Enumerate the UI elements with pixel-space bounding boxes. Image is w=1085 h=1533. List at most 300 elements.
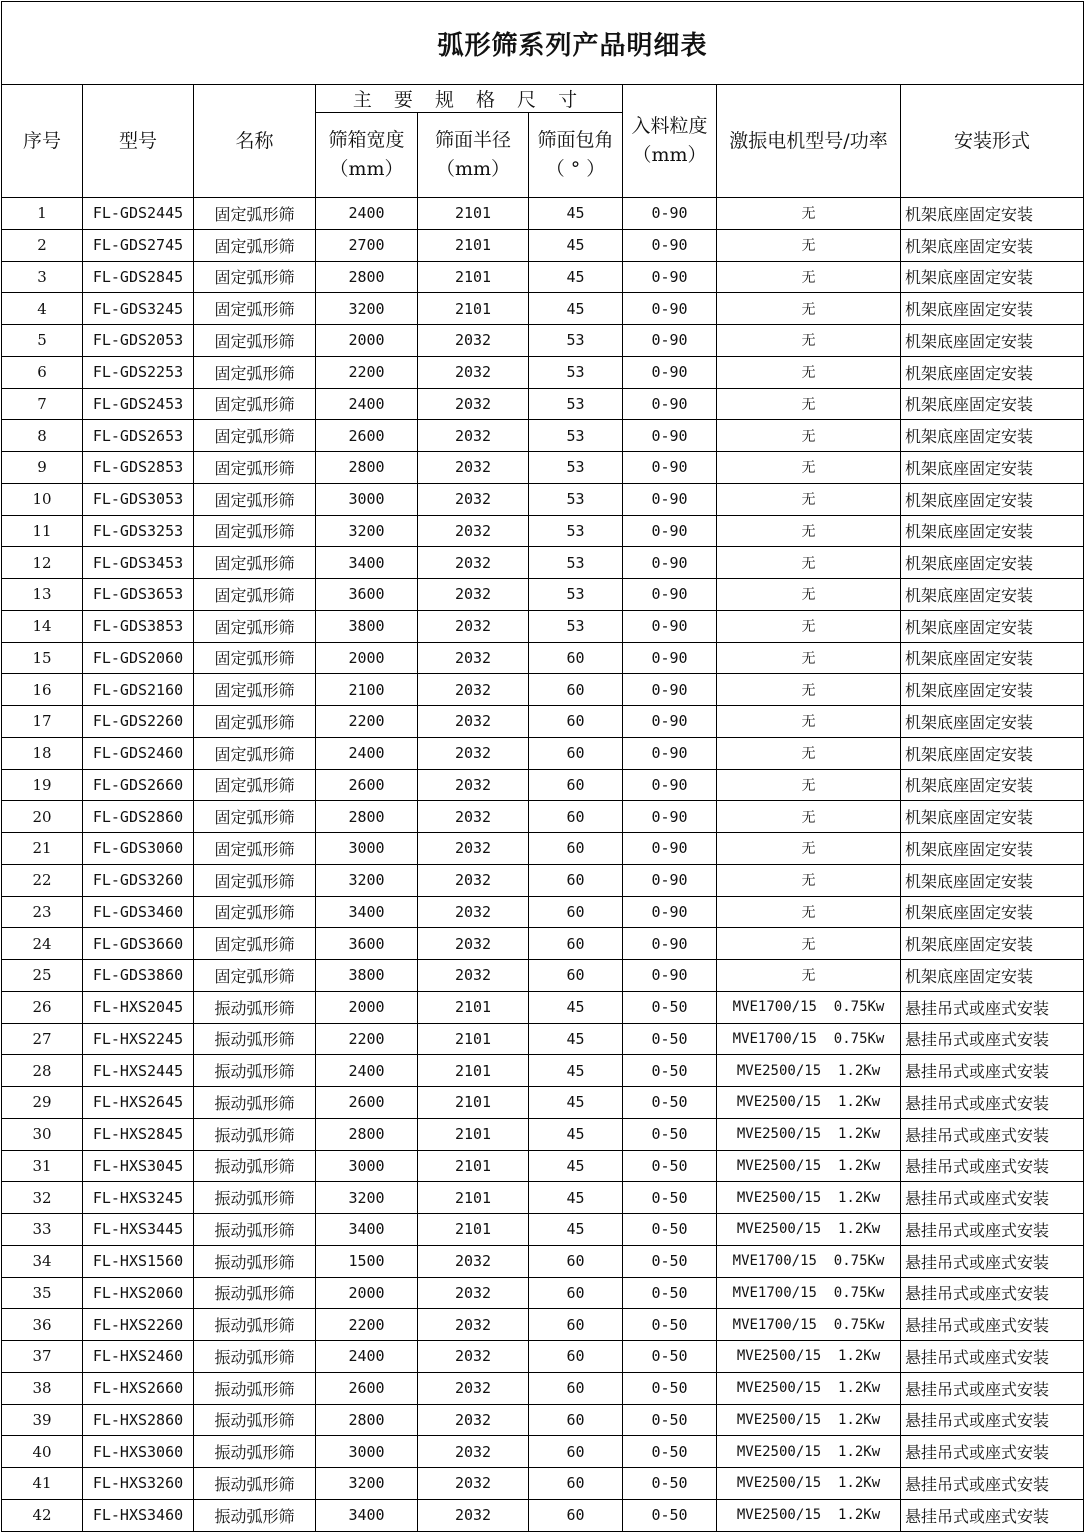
cell-feed: 0-90 bbox=[623, 833, 717, 865]
cell-angle: 60 bbox=[529, 769, 623, 801]
cell-no: 37 bbox=[2, 1341, 83, 1373]
cell-model: FL-GDS3860 bbox=[83, 960, 194, 992]
cell-motor: MVE2500/15 1.2Kw bbox=[717, 1404, 901, 1436]
cell-no: 27 bbox=[2, 1023, 83, 1055]
cell-width: 2200 bbox=[316, 1309, 418, 1341]
cell-angle: 45 bbox=[529, 1150, 623, 1182]
cell-model: FL-GDS2160 bbox=[83, 674, 194, 706]
cell-radius: 2032 bbox=[418, 896, 529, 928]
cell-mount: 机架底座固定安装 bbox=[901, 293, 1084, 325]
cell-mount: 机架底座固定安装 bbox=[901, 769, 1084, 801]
cell-name: 固定弧形筛 bbox=[194, 960, 316, 992]
cell-no: 31 bbox=[2, 1150, 83, 1182]
cell-width: 2700 bbox=[316, 229, 418, 261]
cell-no: 5 bbox=[2, 325, 83, 357]
cell-no: 16 bbox=[2, 674, 83, 706]
cell-motor: 无 bbox=[717, 833, 901, 865]
table-row bbox=[2, 833, 1084, 865]
cell-motor: MVE2500/15 1.2Kw bbox=[717, 1118, 901, 1150]
cell-angle: 53 bbox=[529, 610, 623, 642]
cell-width: 3200 bbox=[316, 515, 418, 547]
header-main-specs: 主 要 规 格 尺 寸 bbox=[316, 85, 623, 113]
cell-motor: MVE2500/15 1.2Kw bbox=[717, 1214, 901, 1246]
cell-width: 2400 bbox=[316, 737, 418, 769]
cell-no: 21 bbox=[2, 833, 83, 865]
cell-motor: 无 bbox=[717, 293, 901, 325]
cell-motor: 无 bbox=[717, 579, 901, 611]
table-row bbox=[2, 642, 1084, 674]
cell-no: 10 bbox=[2, 483, 83, 515]
table-row bbox=[2, 1214, 1084, 1246]
table-row bbox=[2, 1404, 1084, 1436]
cell-no: 32 bbox=[2, 1182, 83, 1214]
table-row bbox=[2, 1372, 1084, 1404]
cell-width: 3200 bbox=[316, 1468, 418, 1500]
cell-name: 振动弧形筛 bbox=[194, 991, 316, 1023]
cell-feed: 0-50 bbox=[623, 1436, 717, 1468]
cell-name: 振动弧形筛 bbox=[194, 1404, 316, 1436]
cell-mount: 机架底座固定安装 bbox=[901, 674, 1084, 706]
cell-radius: 2101 bbox=[418, 293, 529, 325]
cell-angle: 60 bbox=[529, 801, 623, 833]
cell-no: 9 bbox=[2, 452, 83, 484]
cell-width: 3400 bbox=[316, 1499, 418, 1531]
cell-angle: 45 bbox=[529, 1182, 623, 1214]
cell-no: 18 bbox=[2, 737, 83, 769]
cell-radius: 2032 bbox=[418, 769, 529, 801]
cell-radius: 2032 bbox=[418, 737, 529, 769]
cell-width: 2000 bbox=[316, 1277, 418, 1309]
cell-model: FL-HXS2245 bbox=[83, 1023, 194, 1055]
cell-model: FL-GDS2660 bbox=[83, 769, 194, 801]
cell-name: 固定弧形筛 bbox=[194, 515, 316, 547]
cell-feed: 0-50 bbox=[623, 1055, 717, 1087]
cell-feed: 0-90 bbox=[623, 293, 717, 325]
cell-name: 固定弧形筛 bbox=[194, 737, 316, 769]
cell-width: 2400 bbox=[316, 198, 418, 230]
cell-model: FL-GDS3260 bbox=[83, 864, 194, 896]
table-body bbox=[2, 198, 1084, 1532]
cell-mount: 机架底座固定安装 bbox=[901, 737, 1084, 769]
cell-no: 12 bbox=[2, 547, 83, 579]
cell-no: 2 bbox=[2, 229, 83, 261]
cell-feed: 0-90 bbox=[623, 198, 717, 230]
cell-model: FL-HXS3045 bbox=[83, 1150, 194, 1182]
cell-radius: 2101 bbox=[418, 1150, 529, 1182]
cell-width: 3200 bbox=[316, 293, 418, 325]
cell-model: FL-GDS2460 bbox=[83, 737, 194, 769]
cell-feed: 0-90 bbox=[623, 229, 717, 261]
cell-radius: 2032 bbox=[418, 1436, 529, 1468]
cell-feed: 0-50 bbox=[623, 1023, 717, 1055]
cell-width: 3400 bbox=[316, 896, 418, 928]
cell-mount: 机架底座固定安装 bbox=[901, 388, 1084, 420]
cell-feed: 0-50 bbox=[623, 991, 717, 1023]
cell-width: 3800 bbox=[316, 610, 418, 642]
table-row bbox=[2, 960, 1084, 992]
header-wrap-angle: 筛面包角（ ° ） bbox=[529, 113, 623, 198]
cell-mount: 机架底座固定安装 bbox=[901, 198, 1084, 230]
table-row bbox=[2, 706, 1084, 738]
cell-feed: 0-50 bbox=[623, 1404, 717, 1436]
cell-width: 2800 bbox=[316, 1404, 418, 1436]
table-row bbox=[2, 356, 1084, 388]
cell-angle: 45 bbox=[529, 1023, 623, 1055]
cell-feed: 0-90 bbox=[623, 769, 717, 801]
cell-no: 22 bbox=[2, 864, 83, 896]
cell-motor: 无 bbox=[717, 928, 901, 960]
cell-motor: MVE2500/15 1.2Kw bbox=[717, 1499, 901, 1531]
cell-width: 3600 bbox=[316, 928, 418, 960]
table-row bbox=[2, 1499, 1084, 1531]
cell-mount: 机架底座固定安装 bbox=[901, 610, 1084, 642]
cell-radius: 2101 bbox=[418, 1087, 529, 1119]
cell-radius: 2032 bbox=[418, 706, 529, 738]
cell-motor: 无 bbox=[717, 864, 901, 896]
cell-model: FL-GDS2453 bbox=[83, 388, 194, 420]
cell-width: 2200 bbox=[316, 706, 418, 738]
cell-radius: 2101 bbox=[418, 198, 529, 230]
cell-mount: 悬挂吊式或座式安装 bbox=[901, 1023, 1084, 1055]
cell-angle: 60 bbox=[529, 1309, 623, 1341]
cell-radius: 2032 bbox=[418, 833, 529, 865]
cell-motor: 无 bbox=[717, 610, 901, 642]
cell-model: FL-HXS2645 bbox=[83, 1087, 194, 1119]
cell-radius: 2032 bbox=[418, 1309, 529, 1341]
cell-radius: 2032 bbox=[418, 420, 529, 452]
cell-width: 3000 bbox=[316, 483, 418, 515]
cell-no: 7 bbox=[2, 388, 83, 420]
cell-mount: 机架底座固定安装 bbox=[901, 960, 1084, 992]
cell-feed: 0-90 bbox=[623, 896, 717, 928]
table-row bbox=[2, 1245, 1084, 1277]
cell-width: 1500 bbox=[316, 1245, 418, 1277]
cell-no: 42 bbox=[2, 1499, 83, 1531]
cell-name: 振动弧形筛 bbox=[194, 1499, 316, 1531]
cell-angle: 45 bbox=[529, 293, 623, 325]
cell-motor: MVE1700/15 0.75Kw bbox=[717, 1309, 901, 1341]
cell-name: 振动弧形筛 bbox=[194, 1309, 316, 1341]
table-row bbox=[2, 293, 1084, 325]
cell-motor: 无 bbox=[717, 801, 901, 833]
table-row bbox=[2, 769, 1084, 801]
cell-angle: 45 bbox=[529, 1055, 623, 1087]
cell-model: FL-GDS2445 bbox=[83, 198, 194, 230]
cell-model: FL-HXS2660 bbox=[83, 1372, 194, 1404]
cell-feed: 0-90 bbox=[623, 325, 717, 357]
table-row bbox=[2, 1118, 1084, 1150]
cell-mount: 悬挂吊式或座式安装 bbox=[901, 1436, 1084, 1468]
table-row bbox=[2, 801, 1084, 833]
cell-angle: 60 bbox=[529, 1404, 623, 1436]
cell-name: 固定弧形筛 bbox=[194, 928, 316, 960]
cell-feed: 0-90 bbox=[623, 737, 717, 769]
cell-radius: 2101 bbox=[418, 1182, 529, 1214]
cell-name: 固定弧形筛 bbox=[194, 452, 316, 484]
cell-feed: 0-90 bbox=[623, 864, 717, 896]
cell-no: 28 bbox=[2, 1055, 83, 1087]
cell-angle: 60 bbox=[529, 1341, 623, 1373]
cell-feed: 0-90 bbox=[623, 801, 717, 833]
table-row bbox=[2, 674, 1084, 706]
cell-feed: 0-90 bbox=[623, 261, 717, 293]
cell-model: FL-HXS3245 bbox=[83, 1182, 194, 1214]
cell-width: 2800 bbox=[316, 801, 418, 833]
cell-mount: 悬挂吊式或座式安装 bbox=[901, 1245, 1084, 1277]
cell-mount: 机架底座固定安装 bbox=[901, 452, 1084, 484]
cell-width: 2800 bbox=[316, 452, 418, 484]
cell-feed: 0-90 bbox=[623, 928, 717, 960]
cell-motor: 无 bbox=[717, 198, 901, 230]
cell-model: FL-GDS3060 bbox=[83, 833, 194, 865]
cell-model: FL-GDS2860 bbox=[83, 801, 194, 833]
cell-motor: MVE2500/15 1.2Kw bbox=[717, 1150, 901, 1182]
cell-no: 19 bbox=[2, 769, 83, 801]
cell-motor: MVE2500/15 1.2Kw bbox=[717, 1087, 901, 1119]
cell-mount: 机架底座固定安装 bbox=[901, 420, 1084, 452]
cell-radius: 2101 bbox=[418, 1023, 529, 1055]
cell-mount: 悬挂吊式或座式安装 bbox=[901, 1404, 1084, 1436]
cell-motor: 无 bbox=[717, 547, 901, 579]
cell-motor: 无 bbox=[717, 896, 901, 928]
cell-feed: 0-90 bbox=[623, 960, 717, 992]
cell-name: 振动弧形筛 bbox=[194, 1341, 316, 1373]
cell-model: FL-GDS3653 bbox=[83, 579, 194, 611]
cell-model: FL-GDS2653 bbox=[83, 420, 194, 452]
cell-feed: 0-90 bbox=[623, 706, 717, 738]
cell-mount: 机架底座固定安装 bbox=[901, 547, 1084, 579]
header-no: 序号 bbox=[2, 85, 83, 198]
table-row bbox=[2, 452, 1084, 484]
cell-width: 2400 bbox=[316, 1341, 418, 1373]
cell-mount: 悬挂吊式或座式安装 bbox=[901, 1055, 1084, 1087]
cell-model: FL-HXS3460 bbox=[83, 1499, 194, 1531]
cell-angle: 60 bbox=[529, 674, 623, 706]
cell-no: 13 bbox=[2, 579, 83, 611]
table-title-cell bbox=[2, 2, 1084, 85]
spec-sheet bbox=[1, 1, 1083, 1532]
cell-feed: 0-50 bbox=[623, 1087, 717, 1119]
cell-feed: 0-50 bbox=[623, 1118, 717, 1150]
cell-angle: 45 bbox=[529, 198, 623, 230]
cell-radius: 2032 bbox=[418, 483, 529, 515]
table-row bbox=[2, 198, 1084, 230]
cell-no: 34 bbox=[2, 1245, 83, 1277]
cell-width: 3600 bbox=[316, 579, 418, 611]
cell-radius: 2032 bbox=[418, 1468, 529, 1500]
header-mount: 安装形式 bbox=[901, 85, 1084, 198]
cell-model: FL-HXS3060 bbox=[83, 1436, 194, 1468]
cell-angle: 53 bbox=[529, 515, 623, 547]
cell-name: 固定弧形筛 bbox=[194, 896, 316, 928]
cell-model: FL-GDS3460 bbox=[83, 896, 194, 928]
cell-name: 振动弧形筛 bbox=[194, 1214, 316, 1246]
cell-mount: 悬挂吊式或座式安装 bbox=[901, 1468, 1084, 1500]
cell-no: 26 bbox=[2, 991, 83, 1023]
header-box-width: 筛箱宽度（mm） bbox=[316, 113, 418, 198]
cell-angle: 60 bbox=[529, 706, 623, 738]
table-row bbox=[2, 483, 1084, 515]
cell-name: 振动弧形筛 bbox=[194, 1150, 316, 1182]
cell-motor: 无 bbox=[717, 420, 901, 452]
cell-angle: 53 bbox=[529, 325, 623, 357]
cell-radius: 2032 bbox=[418, 1404, 529, 1436]
cell-mount: 悬挂吊式或座式安装 bbox=[901, 991, 1084, 1023]
cell-feed: 0-90 bbox=[623, 610, 717, 642]
table-row bbox=[2, 1277, 1084, 1309]
cell-angle: 60 bbox=[529, 928, 623, 960]
cell-name: 固定弧形筛 bbox=[194, 198, 316, 230]
cell-name: 固定弧形筛 bbox=[194, 547, 316, 579]
cell-name: 振动弧形筛 bbox=[194, 1372, 316, 1404]
cell-width: 2000 bbox=[316, 991, 418, 1023]
cell-motor: MVE2500/15 1.2Kw bbox=[717, 1372, 901, 1404]
table-row bbox=[2, 1055, 1084, 1087]
cell-no: 40 bbox=[2, 1436, 83, 1468]
cell-mount: 悬挂吊式或座式安装 bbox=[901, 1277, 1084, 1309]
cell-model: FL-HXS1560 bbox=[83, 1245, 194, 1277]
cell-angle: 60 bbox=[529, 1245, 623, 1277]
cell-motor: 无 bbox=[717, 706, 901, 738]
cell-radius: 2101 bbox=[418, 229, 529, 261]
cell-model: FL-GDS3253 bbox=[83, 515, 194, 547]
cell-model: FL-GDS3453 bbox=[83, 547, 194, 579]
table-row bbox=[2, 1182, 1084, 1214]
table-row bbox=[2, 325, 1084, 357]
cell-feed: 0-90 bbox=[623, 483, 717, 515]
cell-angle: 60 bbox=[529, 1499, 623, 1531]
cell-motor: 无 bbox=[717, 325, 901, 357]
cell-name: 固定弧形筛 bbox=[194, 642, 316, 674]
cell-width: 2400 bbox=[316, 388, 418, 420]
cell-motor: 无 bbox=[717, 515, 901, 547]
cell-radius: 2032 bbox=[418, 1499, 529, 1531]
cell-radius: 2032 bbox=[418, 864, 529, 896]
cell-name: 振动弧形筛 bbox=[194, 1436, 316, 1468]
header-model: 型号 bbox=[83, 85, 194, 198]
cell-motor: MVE2500/15 1.2Kw bbox=[717, 1341, 901, 1373]
cell-radius: 2032 bbox=[418, 1341, 529, 1373]
cell-radius: 2101 bbox=[418, 261, 529, 293]
cell-motor: 无 bbox=[717, 229, 901, 261]
cell-name: 固定弧形筛 bbox=[194, 261, 316, 293]
cell-angle: 53 bbox=[529, 547, 623, 579]
cell-width: 2800 bbox=[316, 1118, 418, 1150]
cell-feed: 0-90 bbox=[623, 579, 717, 611]
cell-radius: 2032 bbox=[418, 547, 529, 579]
cell-model: FL-HXS2460 bbox=[83, 1341, 194, 1373]
cell-no: 23 bbox=[2, 896, 83, 928]
cell-feed: 0-90 bbox=[623, 452, 717, 484]
cell-angle: 60 bbox=[529, 642, 623, 674]
cell-mount: 悬挂吊式或座式安装 bbox=[901, 1150, 1084, 1182]
cell-angle: 45 bbox=[529, 1118, 623, 1150]
table-row bbox=[2, 1087, 1084, 1119]
cell-mount: 悬挂吊式或座式安装 bbox=[901, 1118, 1084, 1150]
table-row bbox=[2, 1341, 1084, 1373]
cell-mount: 悬挂吊式或座式安装 bbox=[901, 1372, 1084, 1404]
cell-feed: 0-50 bbox=[623, 1245, 717, 1277]
cell-radius: 2032 bbox=[418, 1245, 529, 1277]
cell-model: FL-GDS3853 bbox=[83, 610, 194, 642]
cell-feed: 0-50 bbox=[623, 1372, 717, 1404]
cell-mount: 机架底座固定安装 bbox=[901, 483, 1084, 515]
cell-motor: MVE2500/15 1.2Kw bbox=[717, 1468, 901, 1500]
cell-motor: 无 bbox=[717, 674, 901, 706]
cell-motor: 无 bbox=[717, 769, 901, 801]
cell-angle: 53 bbox=[529, 388, 623, 420]
cell-no: 38 bbox=[2, 1372, 83, 1404]
cell-width: 3200 bbox=[316, 1182, 418, 1214]
cell-name: 固定弧形筛 bbox=[194, 864, 316, 896]
cell-radius: 2032 bbox=[418, 610, 529, 642]
cell-mount: 机架底座固定安装 bbox=[901, 896, 1084, 928]
cell-name: 固定弧形筛 bbox=[194, 801, 316, 833]
cell-feed: 0-90 bbox=[623, 356, 717, 388]
header-motor: 激振电机型号/功率 bbox=[717, 85, 901, 198]
cell-radius: 2101 bbox=[418, 1118, 529, 1150]
cell-model: FL-GDS2845 bbox=[83, 261, 194, 293]
cell-model: FL-HXS2445 bbox=[83, 1055, 194, 1087]
header-name: 名称 bbox=[194, 85, 316, 198]
header-screen-radius: 筛面半径（mm） bbox=[418, 113, 529, 198]
cell-no: 36 bbox=[2, 1309, 83, 1341]
cell-motor: MVE2500/15 1.2Kw bbox=[717, 1436, 901, 1468]
product-table bbox=[1, 1, 1084, 1532]
cell-width: 3400 bbox=[316, 1214, 418, 1246]
cell-feed: 0-50 bbox=[623, 1341, 717, 1373]
cell-mount: 机架底座固定安装 bbox=[901, 356, 1084, 388]
cell-model: FL-GDS3245 bbox=[83, 293, 194, 325]
cell-name: 固定弧形筛 bbox=[194, 610, 316, 642]
cell-mount: 机架底座固定安装 bbox=[901, 833, 1084, 865]
cell-feed: 0-50 bbox=[623, 1150, 717, 1182]
cell-name: 振动弧形筛 bbox=[194, 1055, 316, 1087]
table-row bbox=[2, 991, 1084, 1023]
cell-no: 41 bbox=[2, 1468, 83, 1500]
cell-angle: 53 bbox=[529, 483, 623, 515]
cell-width: 2600 bbox=[316, 769, 418, 801]
cell-radius: 2032 bbox=[418, 801, 529, 833]
cell-model: FL-GDS2253 bbox=[83, 356, 194, 388]
table-row bbox=[2, 1436, 1084, 1468]
cell-radius: 2032 bbox=[418, 579, 529, 611]
cell-feed: 0-90 bbox=[623, 515, 717, 547]
cell-no: 6 bbox=[2, 356, 83, 388]
cell-no: 24 bbox=[2, 928, 83, 960]
cell-motor: MVE2500/15 1.2Kw bbox=[717, 1055, 901, 1087]
cell-feed: 0-90 bbox=[623, 388, 717, 420]
cell-width: 2100 bbox=[316, 674, 418, 706]
cell-feed: 0-50 bbox=[623, 1499, 717, 1531]
cell-angle: 60 bbox=[529, 833, 623, 865]
cell-mount: 机架底座固定安装 bbox=[901, 325, 1084, 357]
cell-radius: 2032 bbox=[418, 1372, 529, 1404]
cell-radius: 2032 bbox=[418, 674, 529, 706]
cell-model: FL-GDS2053 bbox=[83, 325, 194, 357]
table-row bbox=[2, 261, 1084, 293]
cell-name: 固定弧形筛 bbox=[194, 833, 316, 865]
cell-width: 2000 bbox=[316, 642, 418, 674]
cell-width: 2400 bbox=[316, 1055, 418, 1087]
cell-radius: 2101 bbox=[418, 991, 529, 1023]
table-row bbox=[2, 388, 1084, 420]
cell-name: 固定弧形筛 bbox=[194, 356, 316, 388]
cell-model: FL-GDS3660 bbox=[83, 928, 194, 960]
cell-no: 35 bbox=[2, 1277, 83, 1309]
cell-width: 3000 bbox=[316, 1436, 418, 1468]
cell-angle: 45 bbox=[529, 1214, 623, 1246]
